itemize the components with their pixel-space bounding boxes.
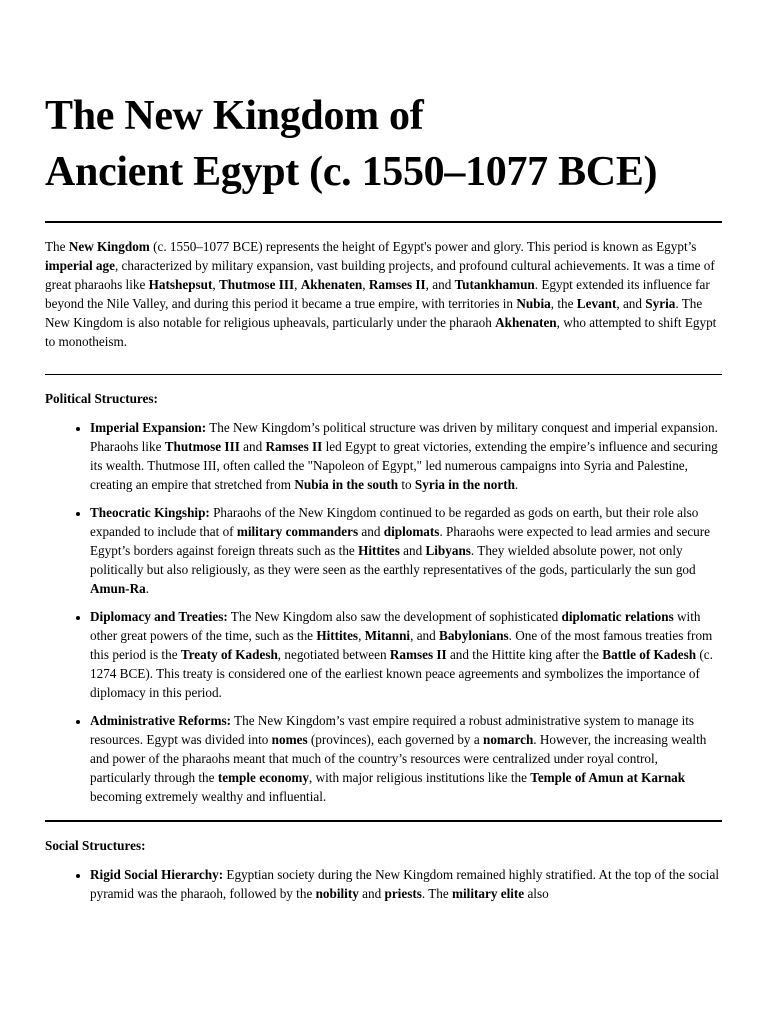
bold-term: Akhenaten: [300, 277, 363, 292]
page-title: [45, 0, 722, 200]
list-item-administrative-reforms: • Administrative Reforms: The New Kingdom’s vast empire required a robust administrative system to manage its resources. Egypt was divided into nomes (provinces), each governed by a nomarch. However, the increasing wealth and power of the pharaohs meant that much of the country’s resources were centralized under royal control, particularly through the temple economy, with major religious institutions like the Temple of Amun at Karnak becoming extremely wealthy and influential.: [90, 711, 722, 806]
bold-term: Treaty of Kadesh: [180, 647, 278, 662]
bold-term: diplomats: [383, 524, 440, 539]
bold-term: Thutmose III: [219, 277, 295, 292]
list-item-diplomacy-treaties: • Diplomacy and Treaties: The New Kingdom also saw the development of sophisticated diplomatic relations with other great powers of the time, such as the Hittites, Mitanni, and Babylonians. One of the most famous treaties from this period is the Treaty of Kadesh, negotiated between Ramses II and the Hittite king after the Battle of Kadesh (c. 1274 BCE). This treaty is considered one of the earliest known peace agreements and symbolizes the importance of diplomacy in this period.: [90, 607, 722, 702]
list-item-rigid-social-hierarchy: • Rigid Social Hierarchy: Egyptian society during the New Kingdom remained highly stratified. At the top of the social pyramid was the pharaoh, followed by the nobility and priests. The military elite also: [90, 865, 722, 903]
bold-term: Amun-Ra: [90, 581, 146, 596]
list-item-theocratic-kingship: • Theocratic Kingship: Pharaohs of the New Kingdom continued to be regarded as gods on earth, but their role also expanded to include that of military commanders and diplomats. Pharaohs were expected to lead armies and secure Egypt’s borders against foreign threats such as the Hittites and Libyans. They wielded absolute power, not only politically but also religiously, as they were seen as the earthly representatives of the gods, particularly the sun god Amun-Ra.: [90, 503, 722, 598]
bold-term: New Kingdom: [68, 239, 150, 254]
bold-term: Thutmose III: [164, 439, 240, 454]
bold-term: Nubia in the south: [294, 477, 399, 492]
bold-term: Ramses II: [389, 647, 447, 662]
bold-term: Syria in the north: [414, 477, 515, 492]
section-divider-political: [45, 374, 722, 375]
bold-term: Mitanni: [364, 628, 411, 643]
section-divider-social: [45, 820, 722, 822]
bold-term: Temple of Amun at Karnak: [530, 770, 686, 785]
bold-term: Hatshepsut: [148, 277, 213, 292]
bold-term: Administrative Reforms:: [90, 713, 231, 728]
title-divider: [45, 221, 722, 223]
bold-term: Hittites: [358, 543, 400, 558]
bold-term: Levant: [576, 296, 617, 311]
bold-term: nomes: [271, 732, 308, 747]
bold-term: military elite: [452, 886, 525, 901]
title-line-1: The New Kingdom of: [45, 93, 424, 139]
title-line-2: Ancient Egypt (c. 1550–1077 BCE): [45, 149, 658, 195]
bold-term: Babylonians: [439, 628, 509, 643]
list-item-imperial-expansion: • Imperial Expansion: The New Kingdom’s political structure was driven by military conquest and imperial expansion. Pharaohs like Thutmose III and Ramses II led Egypt to great victories, extending the empire’s influence and securing its wealth. Thutmose III, often called the "Napoleon of Egypt," led numerous campaigns into Syria and Palestine, creating an empire that stretched from Nubia in the south to Syria in the north.: [90, 418, 722, 494]
bold-term: Nubia: [516, 296, 551, 311]
political-structures-list: [45, 418, 722, 806]
social-structures-list: [45, 865, 722, 903]
social-structures-heading: Social Structures:: [45, 838, 146, 853]
bold-term: priests: [384, 886, 422, 901]
bold-term: Diplomacy and Treaties:: [90, 609, 228, 624]
political-structures-heading: Political Structures:: [45, 391, 158, 406]
bold-term: Ramses II: [368, 277, 426, 292]
bold-term: imperial age: [45, 258, 115, 273]
bold-term: military commanders: [236, 524, 359, 539]
bold-term: temple economy: [217, 770, 309, 785]
bold-term: Hittites: [316, 628, 359, 643]
bold-term: Theocratic Kingship:: [90, 505, 210, 520]
bold-term: Ramses II: [265, 439, 323, 454]
bold-term: Imperial Expansion:: [90, 420, 207, 435]
intro-paragraph: The New Kingdom (c. 1550–1077 BCE) represents the height of Egypt's power and glory. This period is known as Egypt’s imperial age, characterized by military expansion, vast building projects, and profound cultural achievements. It was a time of great pharaohs like Hatshepsut, Thutmose III, Akhenaten, Ramses II, and Tutankhamun. Egypt extended its influence far beyond the Nile Valley, and during this period it became a true empire, with territories in Nubia, the Levant, and Syria. The New Kingdom is also notable for religious upheavals, particularly under the pharaoh Akhenaten, who attempted to shift Egypt to monotheism.: [45, 239, 717, 349]
bold-term: Battle of Kadesh: [602, 647, 697, 662]
bold-term: nomarch: [482, 732, 534, 747]
bold-term: Akhenaten: [495, 315, 557, 330]
bold-term: Libyans: [425, 543, 471, 558]
bold-term: Rigid Social Hierarchy:: [90, 867, 224, 882]
bold-term: nobility: [315, 886, 359, 901]
bold-term: Tutankhamun: [454, 277, 535, 292]
bold-term: Syria: [645, 296, 676, 311]
bold-term: diplomatic relations: [561, 609, 674, 624]
